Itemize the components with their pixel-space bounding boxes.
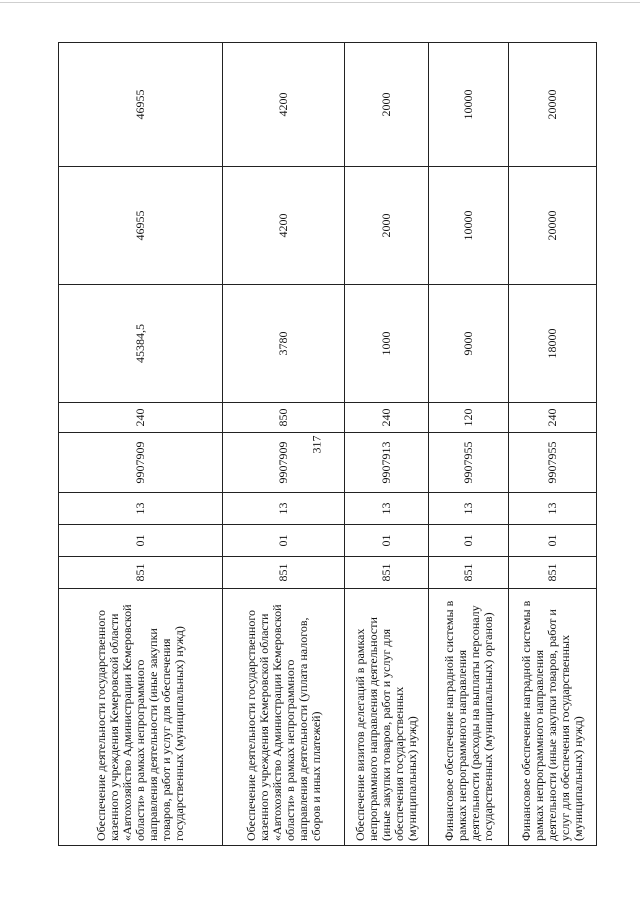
cell-amount-year-2: 10000: [429, 167, 509, 285]
cell-expense-type: 120: [429, 403, 509, 433]
cell-section-code: 01: [509, 525, 597, 557]
cell-ministry-code: 851: [59, 557, 223, 589]
cell-amount-year-1: 9000: [429, 285, 509, 403]
table-row: [345, 43, 429, 846]
cell-subsection-code: 13: [59, 493, 223, 525]
table-row: [59, 43, 223, 846]
cell-ministry-code: 851: [223, 557, 345, 589]
cell-expense-type: 240: [345, 403, 429, 433]
cell-amount-year-1: 18000: [509, 285, 597, 403]
cell-ministry-code: 851: [509, 557, 597, 589]
cell-amount-year-3: 10000: [429, 43, 509, 167]
cell-amount-year-1: 45384,5: [59, 285, 223, 403]
cell-amount-year-2: 2000: [345, 167, 429, 285]
cell-target-article: 9907909: [223, 433, 345, 493]
cell-expense-type: 850: [223, 403, 345, 433]
cell-amount-year-2: 20000: [509, 167, 597, 285]
cell-amount-year-3: 2000: [345, 43, 429, 167]
cell-amount-year-1: 3780: [223, 285, 345, 403]
cell-target-article: 9907955: [429, 433, 509, 493]
cell-description: Обеспечение визитов делегаций в рамках непрограммного направления деятельности (иные закупки товаров, работ и услуг для обеспечения государственных (муниципальных) нужд): [345, 589, 429, 846]
cell-description: Финансовое обеспечение наградной системы в рамках непрограммного направления деятельности (расходы на выплаты персоналу государственных (муниципальных) органов): [429, 589, 509, 846]
cell-amount-year-2: 46955: [59, 167, 223, 285]
table-row: [509, 43, 597, 846]
rotated-table-wrapper: [58, 43, 596, 846]
cell-subsection-code: 13: [223, 493, 345, 525]
cell-description: Финансовое обеспечение наградной системы в рамках непрограммного направления деятельности (иные закупки товаров, работ и услуг для обеспечения государственных (муниципальных) нужд): [509, 589, 597, 846]
cell-section-code: 01: [429, 525, 509, 557]
page-number: 317: [309, 435, 324, 454]
table-body: [59, 43, 597, 846]
cell-expense-type: 240: [59, 403, 223, 433]
cell-section-code: 01: [59, 525, 223, 557]
cell-amount-year-2: 4200: [223, 167, 345, 285]
cell-subsection-code: 13: [345, 493, 429, 525]
cell-subsection-code: 13: [429, 493, 509, 525]
cell-target-article: 9907909: [59, 433, 223, 493]
cell-ministry-code: 851: [429, 557, 509, 589]
cell-amount-year-3: 46955: [59, 43, 223, 167]
cell-section-code: 01: [345, 525, 429, 557]
cell-ministry-code: 851: [345, 557, 429, 589]
cell-target-article: 9907955: [509, 433, 597, 493]
cell-amount-year-3: 20000: [509, 43, 597, 167]
cell-amount-year-3: 4200: [223, 43, 345, 167]
cell-amount-year-1: 1000: [345, 285, 429, 403]
cell-target-article: 9907913: [345, 433, 429, 493]
budget-table: [58, 42, 597, 846]
cell-expense-type: 240: [509, 403, 597, 433]
table-row: [223, 43, 345, 846]
cell-description: Обеспечение деятельности государственного казенного учреждения Кемеровской области «Автохозяйство Администрации Кемеровской области» в рамках непрограммного направления деятельности (иные закупки товаров, работ и услуг для обеспечения государственных (муниципальных) нужд): [59, 589, 223, 846]
cell-description: Обеспечение деятельности государственного казенного учреждения Кемеровской области «Автохозяйство Администрации Кемеровской области» в рамках непрограммного направления деятельности (уплата налогов, сборов и иных платежей): [223, 589, 345, 846]
cell-section-code: 01: [223, 525, 345, 557]
table-row: [429, 43, 509, 846]
top-rule: [0, 2, 640, 3]
cell-subsection-code: 13: [509, 493, 597, 525]
